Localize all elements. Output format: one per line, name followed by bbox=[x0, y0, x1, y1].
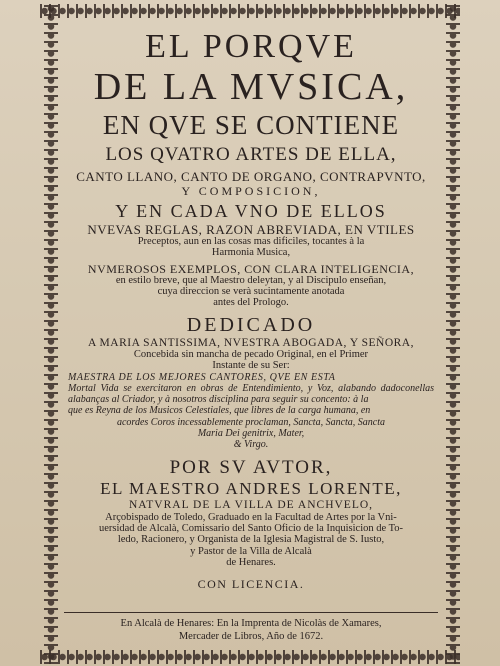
con-licencia: CON LICENCIA. bbox=[197, 577, 305, 592]
title-line-1: EL PORQVE bbox=[145, 28, 357, 65]
estilo-line-1: en estilo breve, que al Maestro deleytan, y al Discipulo enseñan, bbox=[115, 274, 387, 286]
maestra-line-5: Maria Dei genitrix, Mater, bbox=[197, 427, 305, 439]
imprint bbox=[64, 617, 438, 643]
reglas-line: NVEVAS REGLAS, RAZON ABREVIADA, EN VTILES bbox=[87, 222, 415, 237]
ornamental-border-top bbox=[40, 4, 460, 18]
imprint-rule bbox=[64, 612, 438, 613]
dedicado-heading: DEDICADO bbox=[186, 313, 316, 336]
estilo-line-3: antes del Prologo. bbox=[213, 297, 289, 309]
preceptos-line-1: Preceptos, aun en las cosas mas dificiles, tocantes à la bbox=[137, 236, 365, 247]
arcobispado-line-1: Arçobispado de Toledo, Graduado en la Facultad de Artes por la Vni- bbox=[105, 511, 397, 523]
maestra-line-4: acordes Coros incessablemente proclaman, Sancta, Sancta, Sancta bbox=[116, 416, 385, 428]
arcobispado-line-5: de Henares. bbox=[226, 556, 276, 568]
concebida-line-2: Instante de su Ser: bbox=[212, 360, 290, 372]
estilo-line-2: cuya direccion se verà sucintamente anotada bbox=[157, 285, 345, 297]
ornamental-border-right bbox=[446, 4, 460, 664]
imprint-line-1: En Alcalà de Henares: En la Imprenta de Nicolàs de Xamares, bbox=[120, 618, 382, 629]
composicion-line: Y COMPOSICION, bbox=[181, 184, 321, 198]
ornamental-border-left bbox=[44, 4, 58, 664]
arcobispado-line-3: ledo, Racionero, y Organista de la Iglesia Magistral de S. Iusto, bbox=[117, 534, 385, 546]
title-line-4: LOS QVATRO ARTES DE ELLA, bbox=[105, 144, 397, 165]
title-line-3: EN QVE SE CONTIENE bbox=[102, 110, 400, 140]
title-line-2: DE LA MVSICA, bbox=[93, 66, 409, 108]
numerosos-line: NVMEROSOS EXEMPLOS, CON CLARA INTELIGENCIA, bbox=[87, 261, 415, 276]
arcobispado-line-2: uersidad de Alcalà, Comissario del Santo Oficio de la Inquisicion de To- bbox=[98, 522, 404, 534]
preceptos-line-2: Harmonia Musica, bbox=[211, 247, 291, 259]
author-name: EL MAESTRO ANDRES LORENTE, bbox=[100, 479, 402, 499]
dedication-paragraph bbox=[64, 372, 438, 450]
cada-uno-line: Y EN CADA VNO DE ELLOS bbox=[115, 201, 387, 221]
por-su-autor: POR SV AVTOR, bbox=[169, 457, 333, 479]
imprint-line-2: Mercader de Libros, Año de 1672. bbox=[178, 631, 324, 643]
ornamental-border-bottom bbox=[40, 650, 460, 664]
concebida-line-1: Concebida sin mancha de pecado Original, en el Primer bbox=[133, 349, 369, 361]
maestra-line-6: & Virgo. bbox=[233, 438, 269, 450]
maestra-line-3: que es Reyna de los Musicos Celestiales, que libres de la carga humana, en bbox=[68, 405, 371, 417]
arts-line: CANTO LLANO, CANTO DE ORGANO, CONTRAPVNTO, bbox=[76, 169, 426, 184]
maria-line: A MARIA SANTISSIMA, NVESTRA ABOGADA, Y SEÑORA, bbox=[88, 336, 414, 349]
arcobispado-line-4: y Pastor de la Villa de Alcalà bbox=[190, 545, 312, 557]
title-page-text bbox=[64, 24, 438, 646]
maestra-line-2: Mortal Vida se exercitaron en obras de Entendimiento, y Voz, alabando dadoconellas alabanças al Criador, y à nosotros disciplina para seguir su concento: à la bbox=[68, 382, 434, 406]
maestra-line-1: MAESTRA DE LOS MEJORES CANTORES, QVE EN ESTA bbox=[68, 371, 336, 383]
natural-line: NATVRAL DE LA VILLA DE ANCHVELO, bbox=[128, 499, 374, 512]
